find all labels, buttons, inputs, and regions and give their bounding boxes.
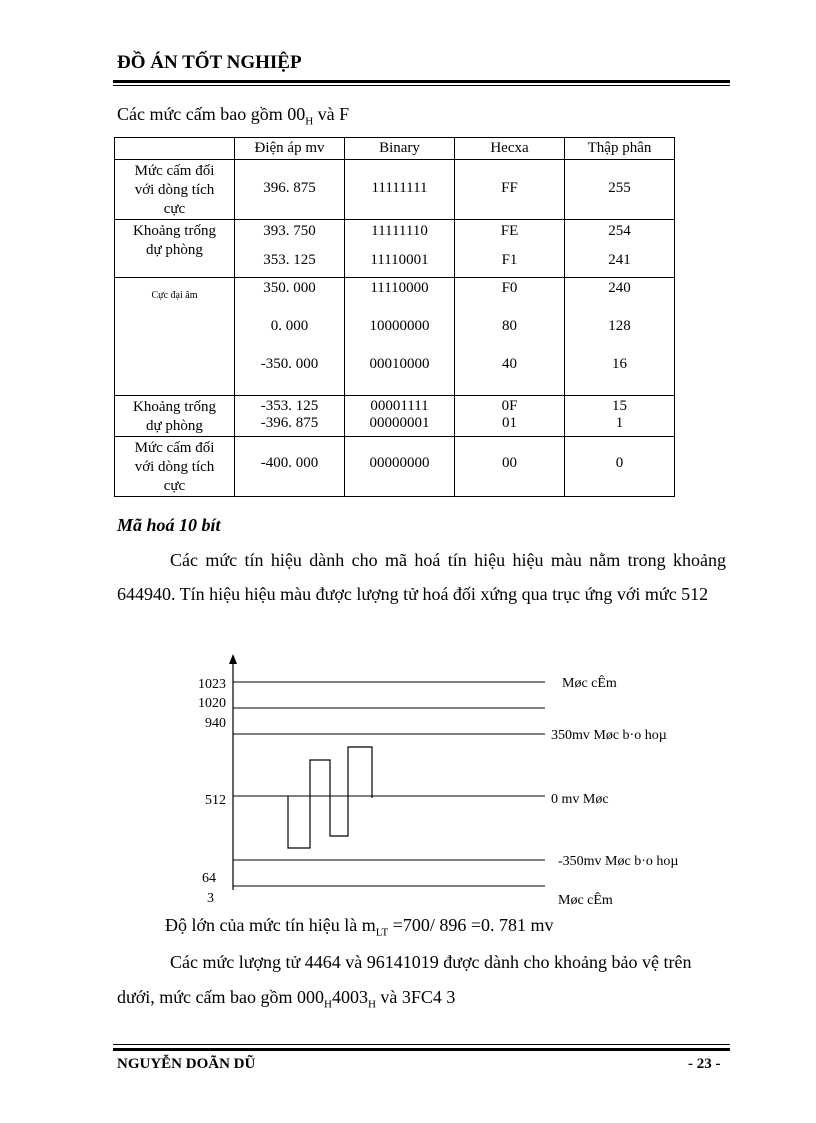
line-label-neg350mv: -350mv Møc b·o hoµ (558, 854, 679, 869)
table-row (115, 396, 675, 437)
value: 00000001 (369, 415, 430, 431)
p2-text-a: dưới, mức cấm bao gồm 000 (117, 987, 324, 1007)
signal-waveform (288, 747, 372, 848)
binary-cell (345, 160, 455, 220)
value: 393. 750 (263, 223, 316, 239)
quantization-diagram (190, 652, 710, 912)
value: 10000000 (369, 318, 430, 334)
row-label (115, 220, 235, 278)
binary-cell (345, 220, 455, 278)
line-label-cam-bottom: Møc cÊm (558, 893, 613, 908)
label-line: Khoảng trống (133, 223, 216, 239)
section-title: Mã hoá 10 bít (117, 515, 221, 535)
voltage-cell (235, 278, 345, 396)
intro-text: Các mức cấm bao gồm 00 (117, 104, 306, 124)
y-label-940: 940 (205, 716, 226, 731)
value: 255 (608, 180, 631, 196)
levels-table (114, 137, 675, 497)
intro-sub: H (305, 115, 314, 128)
hex-cell (455, 220, 565, 278)
y-label-3: 3 (207, 891, 214, 906)
footer-page-number: - 23 - (688, 1056, 721, 1072)
dec-cell (565, 437, 675, 497)
row-label (115, 278, 235, 396)
voltage-cell (235, 437, 345, 497)
value: 254 (608, 223, 631, 239)
y-label-1023: 1023 (198, 677, 226, 692)
value: 15 (612, 398, 627, 414)
p2-text-c: và 3FC4 3 (375, 987, 456, 1007)
header-title: ĐỒ ÁN TỐT NGHIỆP (117, 52, 302, 73)
voltage-cell (235, 160, 345, 220)
value: 00000000 (369, 455, 430, 471)
formula-suffix: =700/ 896 =0. 781 mv (388, 915, 554, 935)
voltage-cell (235, 396, 345, 437)
p2-text-b: 4003 (331, 987, 368, 1007)
hex-cell (455, 278, 565, 396)
hex-cell (455, 437, 565, 497)
table-row (115, 437, 675, 497)
header-cell: Binary (345, 138, 455, 160)
row-label (115, 396, 235, 437)
header-cell: Hecxa (455, 138, 565, 160)
table-header-row (115, 138, 675, 160)
label-line: với dòng tích (134, 459, 215, 475)
value: 11111110 (371, 223, 428, 239)
hex-cell (455, 396, 565, 437)
dec-cell (565, 278, 675, 396)
intro-tail: và F (313, 104, 350, 124)
value: 11110000 (370, 280, 429, 296)
value: 11110001 (370, 252, 429, 268)
value: 0. 000 (270, 318, 309, 334)
label-line: cực (163, 478, 186, 494)
dec-cell (565, 396, 675, 437)
value: 353. 125 (263, 252, 316, 268)
value: FE (500, 223, 519, 239)
label-line: với dòng tích (134, 182, 215, 198)
header-rule-thin (113, 85, 730, 86)
value: FF (501, 180, 518, 196)
value: -400. 000 (260, 455, 319, 471)
intro-line (117, 104, 349, 128)
binary-cell (345, 278, 455, 396)
dec-cell (565, 160, 675, 220)
value: 00 (502, 455, 517, 471)
header-cell: Điện áp mv (235, 138, 345, 160)
footer-rule-thick (113, 1048, 730, 1051)
value: 0 (615, 455, 624, 471)
value: -353. 125 (260, 398, 319, 414)
footer-rule-thin (113, 1044, 730, 1045)
table-row (115, 160, 675, 220)
value: 80 (502, 318, 517, 334)
value: 350. 000 (263, 280, 316, 296)
y-label-512: 512 (205, 793, 226, 808)
paragraph-1: Các mức tín hiệu dành cho mã hoá tín hiệu hiệu màu nằm trong khoảng 644940. Tín hiệu hiệu màu được lượng tử hoá đối xứng qua trục ứng với mức 512 (117, 550, 726, 604)
value: 11111111 (371, 180, 428, 196)
table-row (115, 220, 675, 278)
y-label-1020: 1020 (198, 696, 226, 711)
y-axis-arrow (229, 654, 237, 664)
line-label-0mv: 0 mv Møc (551, 792, 609, 807)
voltage-cell (235, 220, 345, 278)
value: 241 (608, 252, 631, 268)
label-line: dự phòng (146, 418, 203, 434)
header-cell (115, 138, 235, 160)
paragraph-2-line-1: Các mức lượng tử 4464 và 96141019 được dành cho khoảng bảo vệ trên (170, 952, 692, 972)
formula-prefix: Độ lớn của mức tín hiệu là m (165, 915, 376, 935)
y-label-64: 64 (202, 871, 216, 886)
value: 128 (608, 318, 631, 334)
binary-cell (345, 396, 455, 437)
binary-cell (345, 437, 455, 497)
value: 0F (501, 398, 518, 414)
value: -396. 875 (260, 415, 319, 431)
formula-sub: LT (375, 926, 389, 939)
value: F1 (501, 252, 518, 268)
dec-cell (565, 220, 675, 278)
value: -350. 000 (260, 356, 319, 372)
value: F0 (501, 280, 518, 296)
label-line: Mức cấm đối (134, 440, 215, 456)
value: 00010000 (369, 356, 430, 372)
value: 1 (615, 415, 624, 431)
label-line: Cực đại âm (151, 290, 198, 301)
value: 00001111 (370, 398, 429, 414)
label-line: Mức cấm đối (134, 163, 215, 179)
row-label (115, 160, 235, 220)
value: 40 (502, 356, 517, 372)
line-label-cam-top: Møc cÊm (562, 676, 617, 691)
line-label-350mv: 350mv Møc b·o hoµ (551, 728, 667, 743)
footer-author: NGUYỄN DOÃN DŨ (117, 1056, 256, 1072)
header-cell: Thập phân (565, 138, 675, 160)
header-rule-thick (113, 80, 730, 83)
p2-sub-2: H (367, 998, 376, 1011)
row-label (115, 437, 235, 497)
hex-cell (455, 160, 565, 220)
label-line: Khoảng trống (133, 399, 216, 415)
label-line: dự phòng (146, 242, 203, 258)
p2-sub-1: H (324, 998, 332, 1011)
value: 16 (612, 356, 627, 372)
value: 01 (502, 415, 517, 431)
value: 240 (608, 280, 631, 296)
table-row (115, 278, 675, 396)
value: 396. 875 (263, 180, 316, 196)
label-line: cực (163, 201, 186, 217)
paragraph-2-line-2 (117, 980, 726, 1022)
formula-line (165, 915, 553, 939)
